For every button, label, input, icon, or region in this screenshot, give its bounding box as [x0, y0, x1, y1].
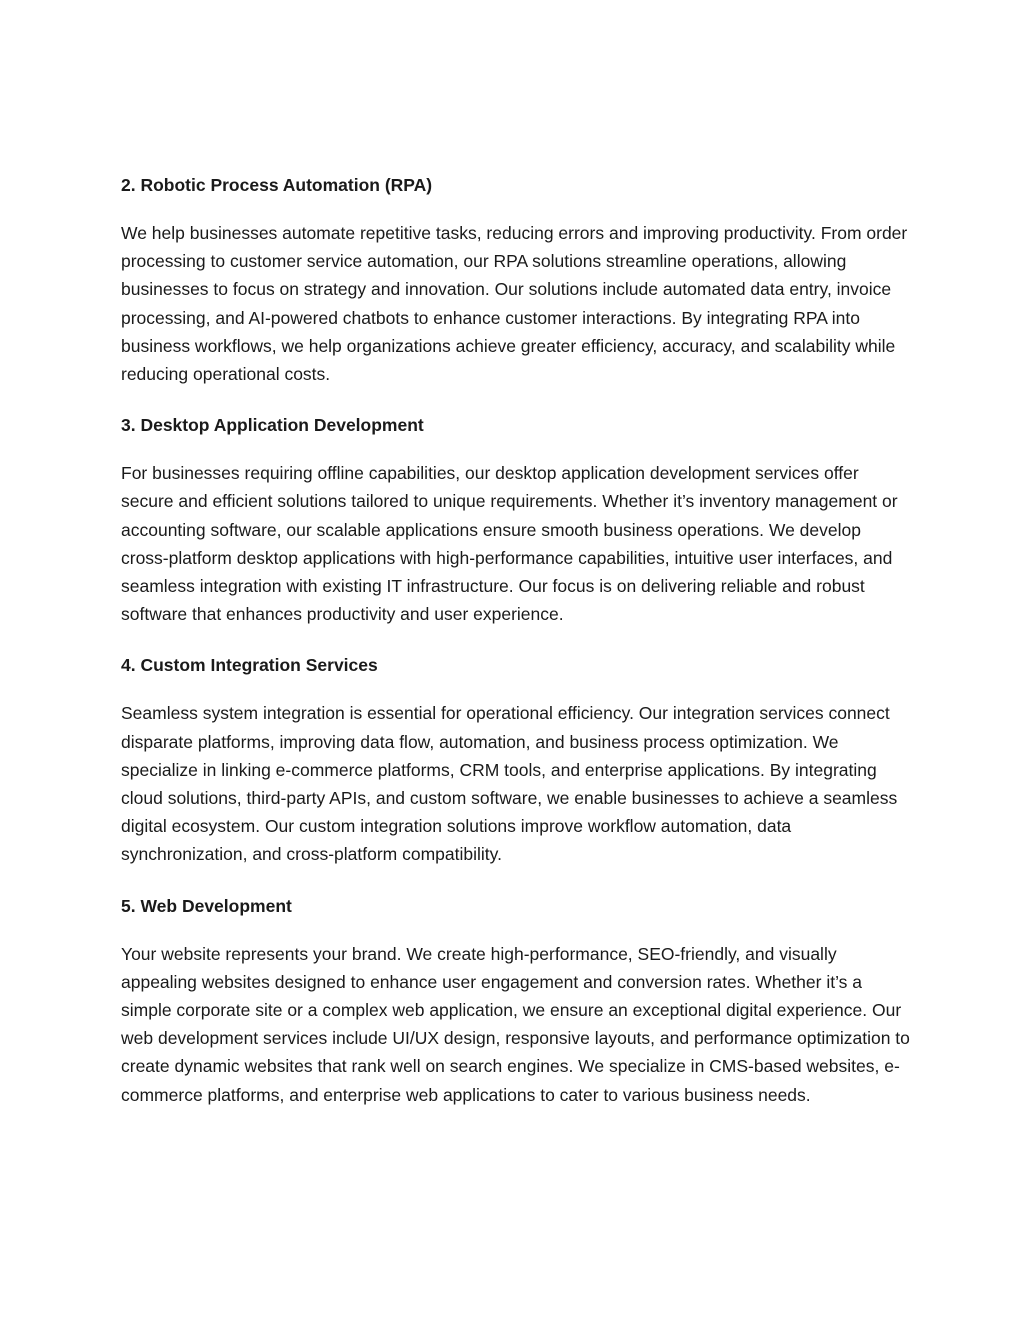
section-web-development [121, 892, 911, 1109]
section-paragraph: Seamless system integration is essential for operational efficiency. Our integration services connect disparate platforms, improving data flow, automation, and business process optimization. We specialize in linking e-commerce platforms, CRM tools, and enterprise applications. By integrating cloud solutions, third-party APIs, and custom software, we enable businesses to achieve a seamless digital ecosystem. Our custom integration solutions improve workflow automation, data synchronization, and cross-platform compatibility. [121, 703, 898, 865]
section-desktop-application-development [121, 411, 911, 628]
section-heading: 4. Custom Integration Services [121, 655, 378, 676]
section-heading: 2. Robotic Process Automation (RPA) [121, 175, 433, 195]
section-custom-integration-services [121, 651, 911, 868]
section-paragraph: For businesses requiring offline capabilities, our desktop application development services offer secure and efficient solutions tailored to unique requirements. Whether it’s inventory management or accounting software, our scalable applications ensure smooth business operations. We develop cross-platform desktop applications with high-performance capabilities, intuitive user interfaces, and seamless integration with existing IT infrastructure. Our focus is on delivering reliable and robust software that enhances productivity and user experience. [121, 463, 898, 625]
section-paragraph: Your website represents your brand. We create high-performance, SEO-friendly, and visually appealing websites designed to enhance user engagement and conversion rates. Whether it’s a simple corporate site or a complex web application, we ensure an exceptional digital experience. Our web development services include UI/UX design, responsive layouts, and performance optimization to create dynamic websites that rank well on search engines. We specialize in CMS-based websites, e-commerce platforms, and enterprise web applications to cater to various business needs. [121, 943, 910, 1105]
document-content [121, 171, 911, 1132]
section-rpa [121, 171, 911, 388]
section-heading: 5. Web Development [121, 895, 292, 916]
section-heading: 3. Desktop Application Development [121, 415, 424, 436]
section-paragraph: We help businesses automate repetitive tasks, reducing errors and improving productivity. From order processing to customer service automation, our RPA solutions streamline operations, allowing businesses to focus on strategy and innovation. Our solutions include automated data entry, invoice processing, and AI-powered chatbots to enhance customer interactions. By integrating RPA into business workflows, we help organizations achieve greater efficiency, accuracy, and scalability while reducing operational costs. [121, 223, 908, 385]
